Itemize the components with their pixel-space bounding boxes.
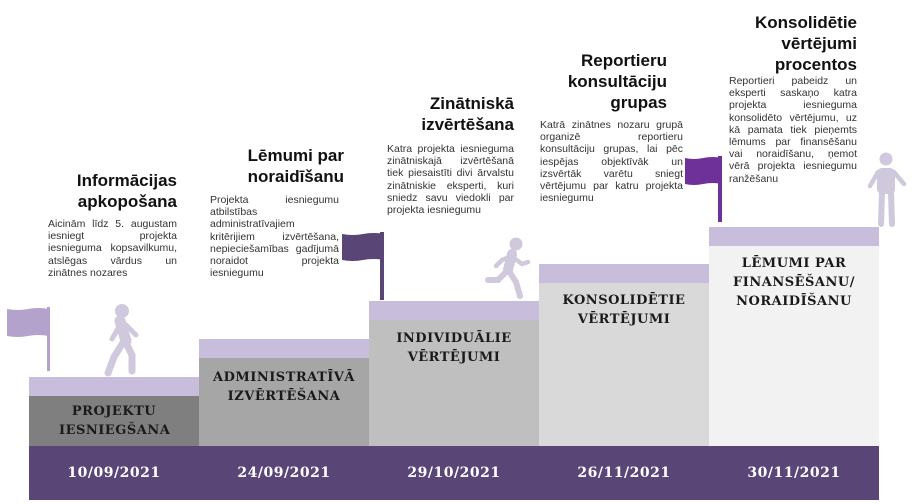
- step-3-description: Katra projekta iesnieguma zinātniskajā izvērtēšanā tiek piesaistīti divi ārvalstu zinātniskie eksperti, kuri sniedz savu viedokli par projekta iesniegumu: [387, 143, 514, 217]
- step-3-title: Zinātniskā izvērtēšana: [421, 94, 514, 134]
- step-4-top-strip: [539, 264, 709, 283]
- step-1-top-strip: [29, 377, 199, 396]
- step-1-description: Aicinām līdz 5. augustam iesniegt projekta iesnieguma kopsavilkumu, atslēgas vārdus un zinātnes nozares: [48, 218, 177, 279]
- step-4-description: Katrā zinātnes nozaru grupā organizē reportieru konsultāciju grupas, lai pēc iespējas objektīvāk un izsvērtāk varētu sniegt vērtējumu par katru projekta iesniegumu: [540, 119, 683, 205]
- step-2-date: 24/09/2021: [237, 465, 331, 481]
- step-1-title: Informācijas apkopošana: [76, 171, 177, 211]
- running-person-icon: [484, 236, 532, 300]
- step-3-date: 29/10/2021: [407, 465, 501, 481]
- step-4-stage-box: [539, 283, 709, 446]
- step-4-title: Reportieru konsultāciju grupas: [567, 51, 667, 112]
- standing-person-icon: [864, 152, 910, 226]
- step-5-date: 30/11/2021: [747, 465, 841, 481]
- step-3-stage-box: [369, 320, 539, 446]
- step-2-stage-label: ADMINISTRATĪVĀ IZVĒRTĒŠANA: [213, 370, 355, 404]
- step-1-stage-label: PROJEKTU IESNIEGŠANA: [59, 404, 171, 438]
- step-1-date: 10/09/2021: [67, 465, 161, 481]
- flag-icon: [341, 232, 387, 300]
- step-3-top-strip: [369, 301, 539, 320]
- step-5-stage-box: [709, 246, 879, 446]
- flag-icon: [6, 307, 50, 371]
- step-5-top-strip: [709, 227, 879, 246]
- step-1-stage-box: [29, 396, 199, 446]
- step-4-date: 26/11/2021: [577, 465, 671, 481]
- step-4-stage-label: KONSOLIDĒTIE VĒRTĒJUMI: [562, 293, 686, 327]
- step-3-stage-label: INDIVIDUĀLIE VĒRTĒJUMI: [396, 331, 512, 365]
- step-2-description: Projekta iesniegumu atbilstības administratīvajiem kritērijiem izvērtēšana, nepieciešamības gadījumā noraidot projekta iesniegumu: [210, 194, 339, 280]
- step-5-title: Konsolidētie vērtējumi procentos: [754, 13, 857, 74]
- flag-icon: [684, 156, 724, 222]
- step-5-description: Reportieri pabeidz un eksperti saskaņo katra projekta iesnieguma konsolidēto vērtējumu, uz kā pamata tiek pieņemts lēmums par finansēšanu vai noraidīšanu, ņemot vērā projekta iesniegumu ranžēšanu: [729, 75, 857, 185]
- step-2-stage-box: [199, 358, 369, 446]
- step-2-title: Lēmumi par noraidīšanu: [247, 146, 344, 186]
- step-5-stage-label: LĒMUMI PAR FINANSĒŠANU/ NORAIDĪŠANU: [733, 256, 855, 309]
- walking-person-icon: [98, 303, 142, 375]
- step-2-top-strip: [199, 339, 369, 358]
